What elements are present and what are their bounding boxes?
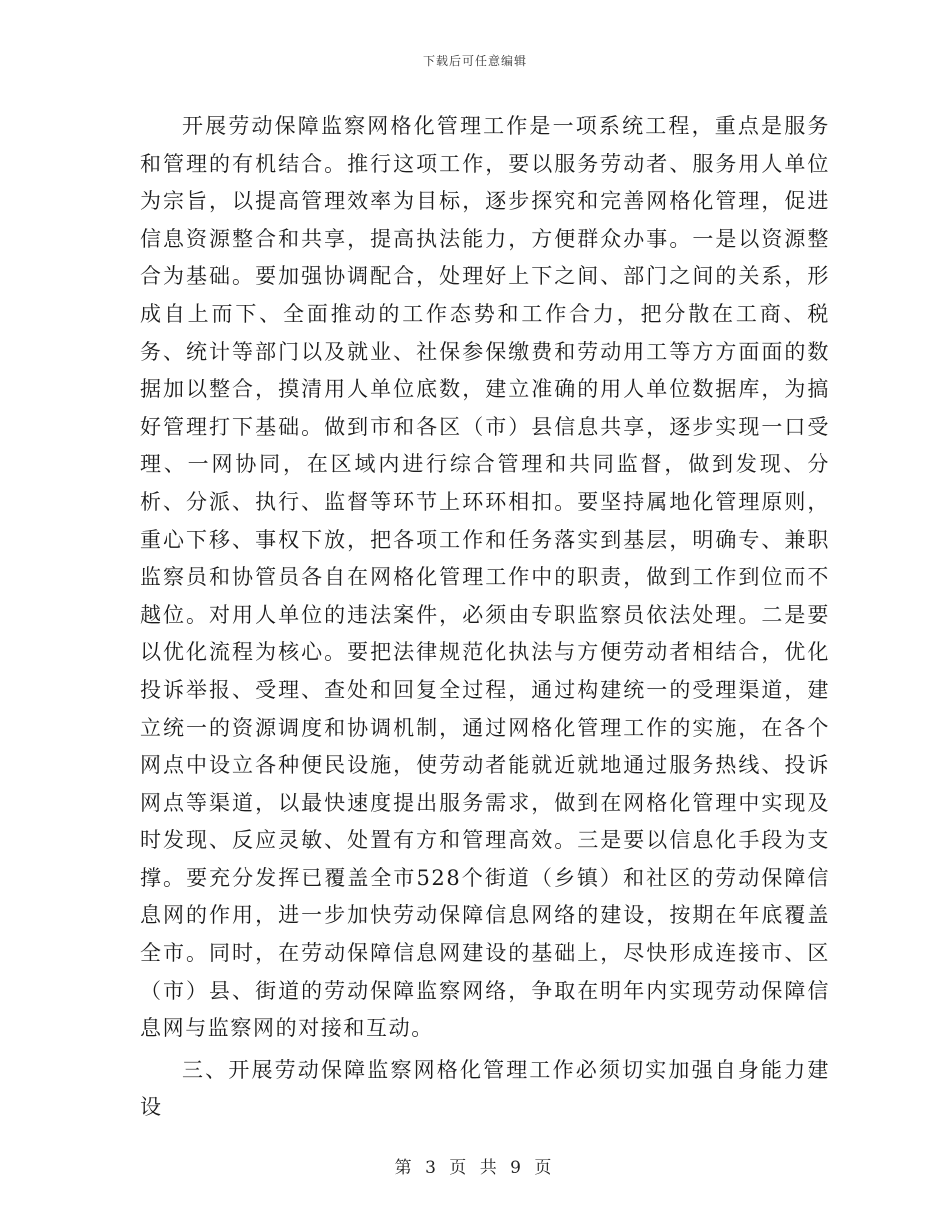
document-body — [140, 108, 830, 1127]
section-heading: 三、开展劳动保障监察网格化管理工作必须切实加强自身能力建设 — [140, 1057, 830, 1120]
header-note: 下载后可任意编辑 — [422, 54, 527, 68]
body-paragraph: 开展劳动保障监察网格化管理工作是一项系统工程，重点是服务和管理的有机结合。推行这项工作，要以服务劳动者、服务用人单位为宗旨，以提高管理效率为目标，逐步探究和完善网格化管理，促进信息资源整合和共享，提高执法能力，方便群众办事。一是以资源整合为基础。要加强协调配合，处理好上下之间、部门之间的关系，形成自上而下、全面推动的工作态势和工作合力，把分散在工商、税务、统计等部门以及就业、社保参保缴费和劳动用工等方方面面的数据加以整合，摸清用人单位底数，建立准确的用人单位数据库，为搞好管理打下基础。做到市和各区（市）县信息共享，逐步实现一口受理、一网协同，在区域内进行综合管理和共同监督，做到发现、分析、分派、执行、监督等环节上环环相扣。要坚持属地化管理原则，重心下移、事权下放，把各项工作和任务落实到基层，明确专、兼职监察员和协管员各自在网格化管理工作中的职责，做到工作到位而不越位。对用人单位的违法案件，必须由专职监察员依法处理。二是要以优化流程为核心。要把法律规范化执法与方便劳动者相结合，优化投诉举报、受理、查处和回复全过程，通过构建统一的受理渠道，建立统一的资源调度和协调机制，通过网格化管理工作的实施，在各个网点中设立各种便民设施，使劳动者能就近就地通过服务热线、投诉网点等渠道，以最快速度提出服务需求，做到在网格化管理中实现及时发现、反应灵敏、处置有方和管理高效。三是要以信息化手段为支撑。要充分发挥已覆盖全市528个街道（乡镇）和社区的劳动保障信息网的作用，进一步加快劳动保障信息网络的建设，按期在年底覆盖全市。同时，在劳动保障信息网建设的基础上，尽快形成连接市、区（市）县、街道的劳动保障监察网络，争取在明年内实现劳动保障信息网与监察网的对接和互动。 — [140, 114, 830, 1041]
page-number-footer: 第 3 页 共 9 页 — [394, 1158, 556, 1178]
